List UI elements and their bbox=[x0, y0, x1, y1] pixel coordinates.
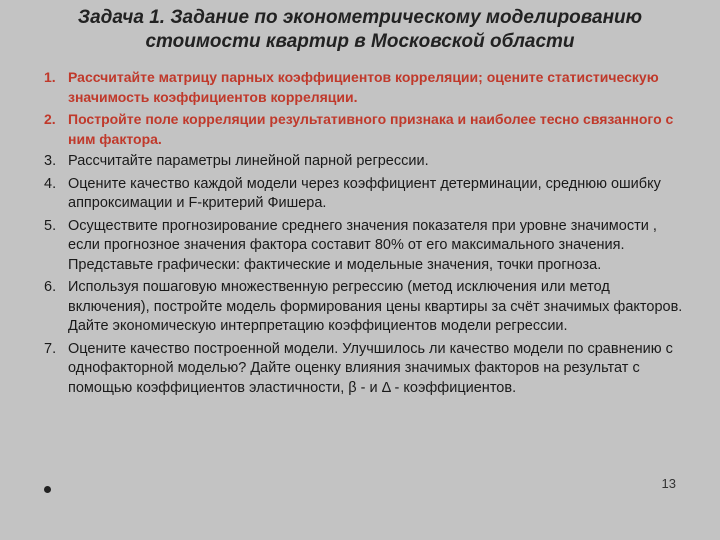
task-item-text: Рассчитайте параметры линейной парной регрессии. bbox=[68, 153, 429, 169]
task-item-text: Оцените качество построенной модели. Улучшилось ли качество модели по сравнению с однофакторной моделью? Дайте оценку влияния значимых факторов на результат с помощью коэффициентов эластичности, β - и Δ - коэффициентов. bbox=[68, 340, 673, 396]
task-item-3 bbox=[44, 152, 684, 172]
slide-title-line-1: Задача 1. Задание по эконометрическому моделированию bbox=[77, 7, 643, 28]
task-item-1 bbox=[44, 68, 684, 107]
task-item-number: 5. bbox=[44, 217, 57, 234]
task-item-number: 7. bbox=[44, 340, 57, 357]
task-item-text: Оцените качество каждой модели через коэффициент детерминации, среднюю ошибку аппроксимации и F-критерий Фишера. bbox=[68, 175, 661, 211]
task-item-number: 6. bbox=[44, 279, 57, 295]
task-item-5 bbox=[44, 217, 684, 276]
task-item-number: 1. bbox=[44, 69, 56, 85]
task-item-7 bbox=[44, 340, 684, 399]
slide-title-line-2: стоимости квартир в Московской области bbox=[145, 31, 575, 52]
task-item-number: 2. bbox=[44, 111, 56, 127]
task-item-2 bbox=[44, 110, 684, 149]
task-list bbox=[44, 68, 684, 401]
task-item-6 bbox=[44, 278, 684, 337]
task-item-text: Осуществите прогнозирование среднего значения показателя при уровне значимости , если прогнозное значения фактора составит 80% от его максимального значения. Представьте графически: фактические и модельные значения, точки прогноза. bbox=[68, 217, 657, 273]
task-item-4 bbox=[44, 175, 684, 214]
empty-bullet-point bbox=[44, 486, 51, 493]
page-number: 13 bbox=[661, 476, 676, 491]
task-item-number: 4. bbox=[44, 175, 57, 192]
task-item-text: Постройте поле корреляции результативного признака и наиболее тесно связанного с ним фактора. bbox=[68, 111, 674, 147]
task-item-number: 3. bbox=[44, 153, 57, 169]
task-item-text: Рассчитайте матрицу парных коэффициентов корреляции; оцените статистическую значимость коэффициентов корреляции. bbox=[68, 69, 659, 105]
task-item-text: Используя пошаговую множественную регрессию (метод исключения или метод включения), постройте модель формирования цены квартиры за счёт значимых факторов. Дайте экономическую интерпретацию коэффициентов модели регрессии. bbox=[68, 279, 683, 334]
slide-title bbox=[30, 6, 690, 54]
